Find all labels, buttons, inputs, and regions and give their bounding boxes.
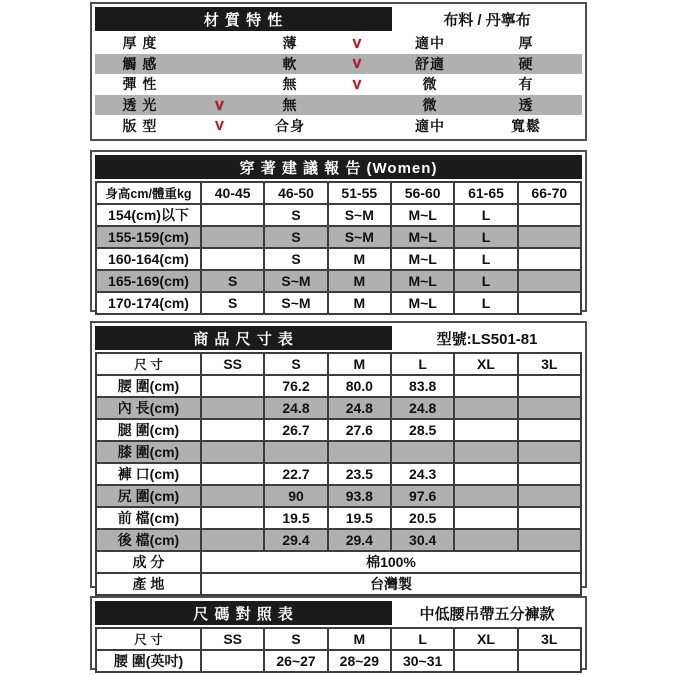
value-cell: 19.5 xyxy=(329,508,392,530)
value-cell: S~M xyxy=(329,227,392,249)
value-cell xyxy=(519,486,582,508)
value-cell xyxy=(519,249,582,271)
row-label: 後 檔(cm) xyxy=(97,530,202,552)
value-cell: S xyxy=(202,293,265,315)
value-cell xyxy=(455,376,518,398)
value-cell: S xyxy=(265,227,328,249)
check-mark: V xyxy=(215,97,225,113)
value-cell: M xyxy=(329,249,392,271)
value-cell: 無 xyxy=(282,97,298,114)
table-row xyxy=(95,54,582,75)
value-cell: 硬 xyxy=(518,55,534,72)
value-cell: L xyxy=(455,271,518,293)
value-cell: 薄 xyxy=(282,35,298,52)
material-table-title: 材 質 特 性 xyxy=(95,7,392,31)
value-cell: 28.5 xyxy=(392,420,455,442)
span-value: 棉100% xyxy=(202,552,582,574)
value-cell xyxy=(519,376,582,398)
row-label: 160-164(cm) xyxy=(97,249,202,271)
fit-table-header xyxy=(95,155,582,179)
material-table xyxy=(90,2,587,141)
table-row xyxy=(95,115,582,136)
material-table-header xyxy=(95,7,582,31)
column-header: 尺 寸 xyxy=(97,354,202,376)
column-header: M xyxy=(329,354,392,376)
value-cell xyxy=(455,464,518,486)
value-cell xyxy=(392,442,455,464)
value-cell: 合身 xyxy=(275,117,305,134)
value-cell: S~M xyxy=(329,205,392,227)
row-label: 腰 圍(英吋) xyxy=(97,651,202,673)
value-cell xyxy=(455,442,518,464)
row-label: 尻 圍(cm) xyxy=(97,486,202,508)
value-cell xyxy=(202,249,265,271)
value-cell xyxy=(202,420,265,442)
row-label: 觸 感 xyxy=(122,55,158,72)
value-cell xyxy=(519,420,582,442)
value-cell: 有 xyxy=(518,76,534,93)
column-header: 身高cm/體重kg xyxy=(97,183,202,205)
size-table-model-number: 型號:LS501-81 xyxy=(392,326,582,350)
value-cell: M xyxy=(329,271,392,293)
value-cell xyxy=(202,508,265,530)
value-cell xyxy=(519,651,582,673)
conversion-table-style-label: 中低腰吊帶五分褲款 xyxy=(392,601,582,625)
row-label: 版 型 xyxy=(122,117,158,134)
check-slot xyxy=(325,95,390,116)
column-header: S xyxy=(265,629,328,651)
value-cell xyxy=(519,271,582,293)
value-cell xyxy=(455,486,518,508)
table-row xyxy=(95,33,582,54)
value-cell xyxy=(202,530,265,552)
value-cell xyxy=(202,486,265,508)
value-cell xyxy=(519,464,582,486)
row-label: 內 長(cm) xyxy=(97,398,202,420)
conversion-table-header xyxy=(95,601,582,625)
value-cell xyxy=(202,205,265,227)
row-label: 腿 圍(cm) xyxy=(97,420,202,442)
value-cell: 微 xyxy=(422,76,438,93)
value-cell xyxy=(455,508,518,530)
value-cell: M xyxy=(329,293,392,315)
value-cell xyxy=(202,464,265,486)
value-cell xyxy=(265,442,328,464)
value-cell: 24.8 xyxy=(265,398,328,420)
value-cell: 微 xyxy=(422,97,438,114)
value-cell: 無 xyxy=(282,76,298,93)
value-cell: 19.5 xyxy=(265,508,328,530)
fit-table-body xyxy=(95,181,582,315)
value-cell xyxy=(519,530,582,552)
row-label: 165-169(cm) xyxy=(97,271,202,293)
size-table-header xyxy=(95,326,582,350)
row-label: 成 分 xyxy=(97,552,202,574)
row-label: 155-159(cm) xyxy=(97,227,202,249)
value-cell: 28~29 xyxy=(329,651,392,673)
column-header: 61-65 xyxy=(455,183,518,205)
value-cell: 26.7 xyxy=(265,420,328,442)
value-cell xyxy=(202,227,265,249)
column-header: 3L xyxy=(519,629,582,651)
size-table-title: 商 品 尺 寸 表 xyxy=(95,326,392,350)
value-cell xyxy=(455,398,518,420)
fit-recommendation-table xyxy=(90,150,587,312)
value-cell: 76.2 xyxy=(265,376,328,398)
column-header: XL xyxy=(455,629,518,651)
value-cell xyxy=(455,420,518,442)
value-cell xyxy=(202,376,265,398)
table-row xyxy=(95,95,582,116)
value-cell: 26~27 xyxy=(265,651,328,673)
check-mark: V xyxy=(215,118,225,134)
value-cell xyxy=(202,442,265,464)
value-cell: S~M xyxy=(265,271,328,293)
row-label: 膝 圍(cm) xyxy=(97,442,202,464)
row-label: 170-174(cm) xyxy=(97,293,202,315)
value-cell: 24.8 xyxy=(392,398,455,420)
value-cell: 23.5 xyxy=(329,464,392,486)
row-label: 腰 圍(cm) xyxy=(97,376,202,398)
value-cell: M~L xyxy=(392,249,455,271)
column-header: L xyxy=(392,354,455,376)
value-cell: 97.6 xyxy=(392,486,455,508)
material-table-body xyxy=(95,33,582,136)
value-cell: 寬鬆 xyxy=(511,117,541,134)
value-cell: 93.8 xyxy=(329,486,392,508)
value-cell: 24.8 xyxy=(329,398,392,420)
value-cell: L xyxy=(455,293,518,315)
value-cell: 29.4 xyxy=(265,530,328,552)
size-table-body xyxy=(95,352,582,596)
column-header: 尺 寸 xyxy=(97,629,202,651)
span-value: 台灣製 xyxy=(202,574,582,596)
value-cell xyxy=(455,530,518,552)
row-label: 透 光 xyxy=(122,97,158,114)
value-cell: L xyxy=(455,249,518,271)
row-label: 彈 性 xyxy=(122,76,158,93)
check-slot xyxy=(185,54,255,75)
check-mark: V xyxy=(352,56,363,72)
value-cell: M~L xyxy=(392,227,455,249)
value-cell: 30~31 xyxy=(392,651,455,673)
value-cell: M~L xyxy=(392,271,455,293)
value-cell: 30.4 xyxy=(392,530,455,552)
value-cell: 適中 xyxy=(415,35,445,52)
value-cell xyxy=(519,508,582,530)
value-cell xyxy=(202,651,265,673)
value-cell xyxy=(519,205,582,227)
value-cell: M~L xyxy=(392,205,455,227)
column-header: 46-50 xyxy=(265,183,328,205)
value-cell: 軟 xyxy=(282,55,298,72)
conversion-table-title: 尺 碼 對 照 表 xyxy=(95,601,392,625)
column-header: S xyxy=(265,354,328,376)
size-conversion-table xyxy=(90,596,587,670)
check-slot xyxy=(325,115,390,136)
column-header: L xyxy=(392,629,455,651)
value-cell: S xyxy=(265,249,328,271)
value-cell: S xyxy=(265,205,328,227)
value-cell: 透 xyxy=(518,97,534,114)
check-slot xyxy=(185,74,255,95)
column-header: 3L xyxy=(519,354,582,376)
column-header: SS xyxy=(202,354,265,376)
tables-column xyxy=(90,2,587,670)
value-cell: M~L xyxy=(392,293,455,315)
row-label: 褲 口(cm) xyxy=(97,464,202,486)
column-header: SS xyxy=(202,629,265,651)
value-cell: L xyxy=(455,227,518,249)
value-cell xyxy=(455,651,518,673)
column-header: XL xyxy=(455,354,518,376)
value-cell: L xyxy=(455,205,518,227)
table-row xyxy=(95,74,582,95)
value-cell: 舒適 xyxy=(415,55,445,72)
value-cell: 83.8 xyxy=(392,376,455,398)
product-size-table xyxy=(90,321,587,592)
material-table-fabric-label: 布料 / 丹寧布 xyxy=(392,7,582,31)
column-header: M xyxy=(329,629,392,651)
row-label: 前 檔(cm) xyxy=(97,508,202,530)
check-mark: V xyxy=(352,35,363,51)
value-cell: 22.7 xyxy=(265,464,328,486)
value-cell: 27.6 xyxy=(329,420,392,442)
value-cell: S xyxy=(202,271,265,293)
fit-table-title: 穿 著 建 議 報 告 (Women) xyxy=(95,155,582,179)
value-cell: 80.0 xyxy=(329,376,392,398)
value-cell xyxy=(519,442,582,464)
row-label: 厚 度 xyxy=(122,35,158,52)
value-cell: 20.5 xyxy=(392,508,455,530)
check-slot xyxy=(185,33,255,54)
value-cell xyxy=(519,398,582,420)
value-cell xyxy=(329,442,392,464)
check-mark: V xyxy=(352,76,363,92)
row-label: 154(cm)以下 xyxy=(97,205,202,227)
value-cell: 適中 xyxy=(415,117,445,134)
value-cell: 厚 xyxy=(518,35,534,52)
column-header: 51-55 xyxy=(329,183,392,205)
column-header: 56-60 xyxy=(392,183,455,205)
value-cell xyxy=(519,293,582,315)
value-cell: 24.3 xyxy=(392,464,455,486)
value-cell xyxy=(519,227,582,249)
column-header: 66-70 xyxy=(519,183,582,205)
value-cell xyxy=(202,398,265,420)
value-cell: S~M xyxy=(265,293,328,315)
conversion-table-body xyxy=(95,627,582,673)
row-label: 產 地 xyxy=(97,574,202,596)
column-header: 40-45 xyxy=(202,183,265,205)
value-cell: 90 xyxy=(265,486,328,508)
value-cell: 29.4 xyxy=(329,530,392,552)
